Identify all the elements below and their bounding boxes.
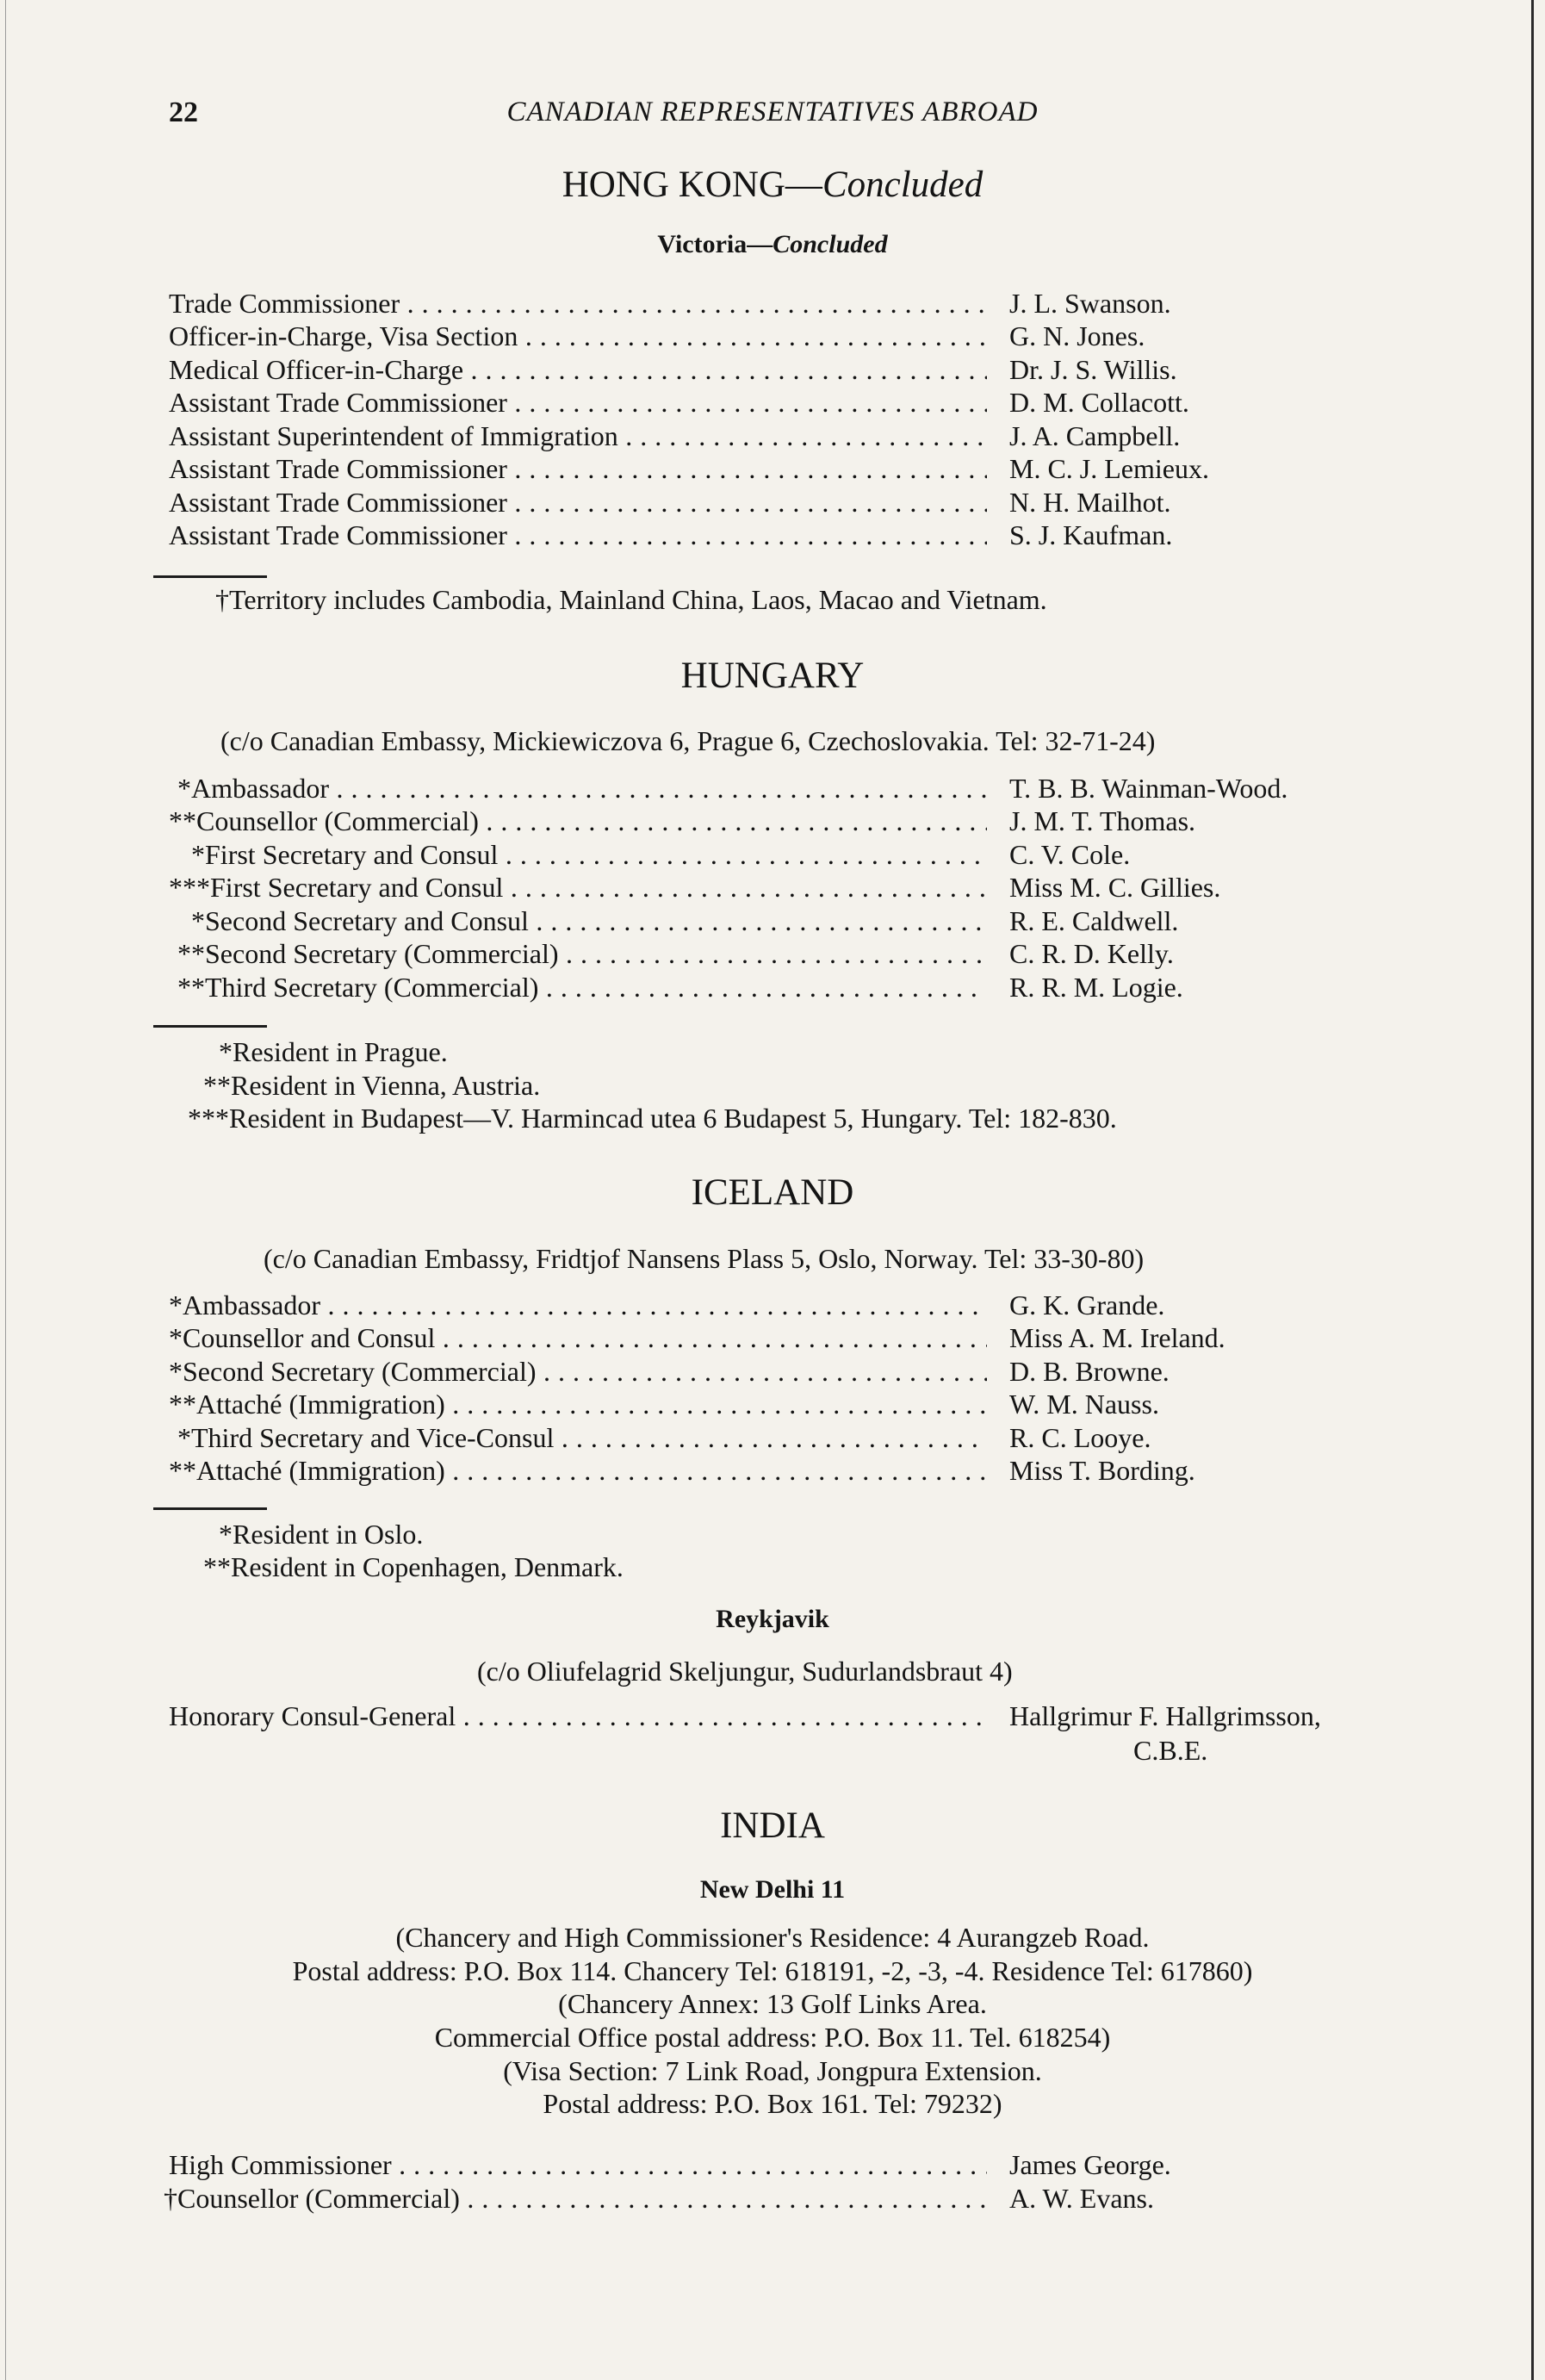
entry-row <box>169 2149 1369 2184</box>
entry-title: *Second Secretary (Commercial) . . . <box>169 1356 987 1388</box>
footnote: **Resident in Vienna, Austria. <box>203 1070 541 1101</box>
entry-row <box>169 805 1369 840</box>
address-line: (Chancery and High Commissioner's Residence: 4 Aurangzeb Road. <box>395 1922 1150 1953</box>
entry-name: D. M. Collacott. <box>1009 387 1189 418</box>
entry-row <box>169 773 1369 807</box>
address-line: (c/o Canadian Embassy, Mickiewiczova 6, Prague 6, Czechoslovakia. Tel: 32-71-24) <box>220 725 1156 756</box>
entry-name: M. C. J. Lemieux. <box>1009 453 1209 484</box>
entry-name: G. K. Grande. <box>1009 1289 1165 1320</box>
address-line: Commercial Office postal address: P.O. Box 11. Tel. 618254) <box>434 2022 1111 2053</box>
entry-title: *First Secretary and Consul . . . <box>191 839 987 871</box>
entry-row <box>169 354 1369 388</box>
page-number: 22 <box>169 96 198 128</box>
entry-row <box>169 487 1369 521</box>
footnote-rule <box>153 575 267 578</box>
entry-name: Miss A. M. Ireland. <box>1009 1322 1225 1353</box>
entry-name: Hallgrimur F. Hallgrimsson, <box>1009 1700 1321 1731</box>
entry-name: G. N. Jones. <box>1009 320 1145 351</box>
footnote: *Resident in Oslo. <box>219 1519 424 1550</box>
entry-row <box>169 1322 1369 1357</box>
footnote: **Resident in Copenhagen, Denmark. <box>203 1551 624 1582</box>
entry-title: Assistant Trade Commissioner . . . <box>169 453 987 485</box>
address-line: Postal address: P.O. Box 114. Chancery Tel: 618191, -2, -3, -4. Residence Tel: 617860) <box>292 1955 1253 1986</box>
address-line: (c/o Oliufelagrid Skeljungur, Sudurlandsbraut 4) <box>477 1656 1013 1687</box>
entry-row <box>169 1356 1369 1390</box>
entry-title: Assistant Superintendent of Immigration . . . <box>169 420 987 452</box>
entry-title: Honorary Consul-General . . . <box>169 1700 987 1732</box>
entry-row <box>169 972 1369 1006</box>
entry-name: J. A. Campbell. <box>1009 420 1181 451</box>
entry-name: D. B. Browne. <box>1009 1356 1170 1387</box>
entry-row <box>169 839 1369 873</box>
entry-name: T. B. B. Wainman-Wood. <box>1009 773 1288 804</box>
entry-title: †Counsellor (Commercial) . . . <box>164 2183 987 2215</box>
entry-name: R. C. Looye. <box>1009 1422 1151 1453</box>
entry-title: Assistant Trade Commissioner . . . <box>169 387 987 419</box>
entry-title: Assistant Trade Commissioner . . . <box>169 519 987 551</box>
entry-row <box>169 288 1369 322</box>
footnote-rule <box>153 1507 267 1510</box>
address-line: (Chancery Annex: 13 Golf Links Area. <box>558 1988 987 2019</box>
entry-name: J. M. T. Thomas. <box>1009 805 1196 836</box>
entry-row <box>169 1289 1369 1324</box>
entry-name: Dr. J. S. Willis. <box>1009 354 1177 385</box>
entry-row <box>169 1422 1369 1457</box>
entry-title: **Third Secretary (Commercial) . . . <box>177 972 987 1004</box>
entry-title: *Second Secretary and Consul . . . <box>191 905 987 937</box>
entry-title: Assistant Trade Commissioner . . . <box>169 487 987 519</box>
entry-title: *Counsellor and Consul . . . <box>169 1322 987 1354</box>
section-heading-india: INDIA <box>720 1805 825 1846</box>
entry-name: A. W. Evans. <box>1009 2183 1154 2214</box>
entry-title: *Ambassador . . . <box>177 773 987 805</box>
entry-title: High Commissioner . . . <box>169 2149 987 2181</box>
subheading-victoria: Victoria—Concluded <box>657 230 888 258</box>
address-line: (Visa Section: 7 Link Road, Jongpura Extension. <box>503 2055 1042 2086</box>
entry-row <box>169 320 1369 355</box>
entry-row <box>169 387 1369 421</box>
entry-row <box>169 938 1369 973</box>
section-heading-hong-kong: HONG KONG—Concluded <box>562 165 983 205</box>
entry-row <box>169 453 1369 488</box>
section-heading-hungary: HUNGARY <box>680 656 865 696</box>
section-heading-iceland: ICELAND <box>691 1172 854 1213</box>
entry-title: ***First Secretary and Consul . . . <box>169 872 987 904</box>
entry-title: **Counsellor (Commercial) . . . <box>169 805 987 837</box>
entry-name: R. E. Caldwell. <box>1009 905 1179 936</box>
entry-name: N. H. Mailhot. <box>1009 487 1171 518</box>
entry-name: C. R. D. Kelly. <box>1009 938 1174 969</box>
entry-row <box>169 420 1369 455</box>
entry-name: James George. <box>1009 2149 1171 2180</box>
entry-name-continued: C.B.E. <box>1133 1735 1208 1766</box>
entry-row <box>169 1700 1369 1766</box>
entry-name: R. R. M. Logie. <box>1009 972 1183 1003</box>
entry-title: *Third Secretary and Vice-Consul . . . <box>177 1422 987 1454</box>
subheading-reykjavik: Reykjavik <box>716 1605 829 1633</box>
entry-row <box>169 905 1369 940</box>
entry-row <box>169 1455 1369 1489</box>
entry-title: Officer-in-Charge, Visa Section . . . <box>169 320 987 352</box>
entry-name: W. M. Nauss. <box>1009 1389 1159 1420</box>
footnote-rule <box>153 1025 267 1028</box>
entry-title: *Ambassador . . . <box>169 1289 987 1321</box>
entry-title: Medical Officer-in-Charge . . . <box>169 354 987 386</box>
entry-title: **Second Secretary (Commercial) . . . <box>177 938 987 970</box>
subheading-new-delhi: New Delhi 11 <box>699 1875 846 1904</box>
entry-name: Miss M. C. Gillies. <box>1009 872 1221 903</box>
address-line: Postal address: P.O. Box 161. Tel: 79232) <box>543 2088 1002 2119</box>
footnote: †Territory includes Cambodia, Mainland China, Laos, Macao and Vietnam. <box>215 584 1047 615</box>
address-line: (c/o Canadian Embassy, Fridtjof Nansens Plass 5, Oslo, Norway. Tel: 33-30-80) <box>264 1243 1145 1274</box>
entry-row <box>169 1389 1369 1423</box>
entry-title: **Attaché (Immigration) . . . <box>169 1389 987 1420</box>
entry-name: Miss T. Bording. <box>1009 1455 1195 1486</box>
entry-name: J. L. Swanson. <box>1009 288 1171 319</box>
footnote: *Resident in Prague. <box>219 1036 448 1067</box>
entry-name: S. J. Kaufman. <box>1009 519 1173 550</box>
entry-row <box>169 872 1369 906</box>
entry-row <box>164 2183 1369 2217</box>
entry-title: **Attaché (Immigration) . . . <box>169 1455 987 1487</box>
entry-row <box>169 519 1369 554</box>
footnote: ***Resident in Budapest—V. Harmincad utea 6 Budapest 5, Hungary. Tel: 182-830. <box>188 1103 1117 1134</box>
running-title: CANADIAN REPRESENTATIVES ABROAD <box>506 96 1039 127</box>
entry-title: Trade Commissioner . . . <box>169 288 987 320</box>
entry-name: C. V. Cole. <box>1009 839 1131 870</box>
